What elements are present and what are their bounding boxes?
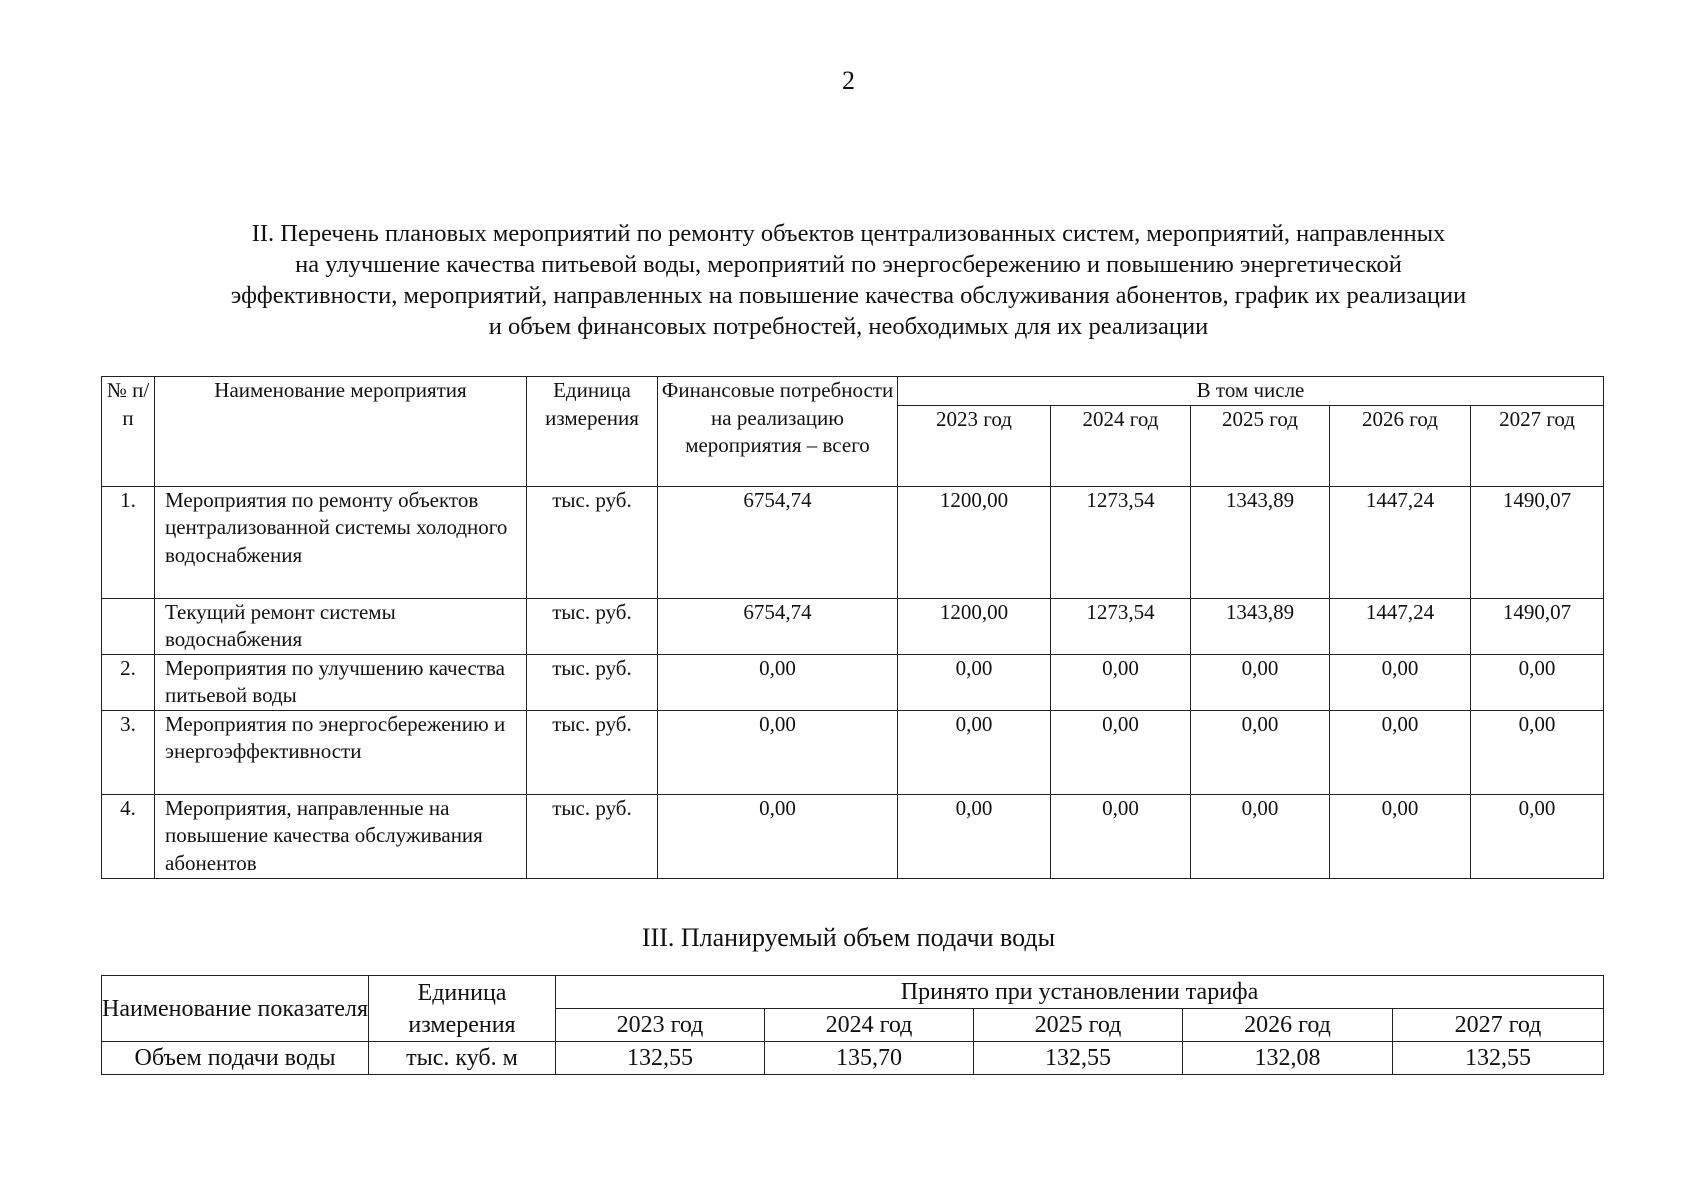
- finance-total: 0,00: [658, 654, 898, 710]
- year-value: 0,00: [1330, 710, 1471, 794]
- header-num: № п/п: [102, 377, 155, 487]
- year-value: 135,70: [765, 1042, 974, 1075]
- header-year: 2027 год: [1393, 1009, 1604, 1042]
- header-year: 2023 год: [556, 1009, 765, 1042]
- measure-name: Мероприятия по энергосбережению и энергоэффективности: [155, 710, 527, 794]
- measure-name: Текущий ремонт системы водоснабжения: [155, 598, 527, 654]
- unit: тыс. руб.: [527, 710, 658, 794]
- row-num: 4.: [102, 794, 155, 878]
- year-value: 0,00: [1471, 710, 1604, 794]
- measure-name: Мероприятия, направленные на повышение качества обслуживания абонентов: [155, 794, 527, 878]
- year-value: 1273,54: [1051, 486, 1191, 598]
- year-value: 0,00: [898, 654, 1051, 710]
- unit: тыс. руб.: [527, 598, 658, 654]
- header-year: 2026 год: [1183, 1009, 1393, 1042]
- year-value: 0,00: [1051, 654, 1191, 710]
- table-row: [102, 654, 1604, 710]
- section-2-title: [100, 218, 1597, 342]
- year-value: 0,00: [1051, 794, 1191, 878]
- year-value: 1447,24: [1330, 598, 1471, 654]
- header-year: 2026 год: [1330, 405, 1471, 486]
- year-value: 132,55: [1393, 1042, 1604, 1075]
- table-row: [102, 598, 1604, 654]
- year-value: 0,00: [1051, 710, 1191, 794]
- measures-plan-table: [101, 376, 1604, 879]
- table-row: [102, 486, 1604, 598]
- year-value: 0,00: [1191, 710, 1330, 794]
- year-value: 0,00: [1330, 794, 1471, 878]
- header-unit: Единица измерения: [369, 976, 556, 1042]
- measure-name: Мероприятия по ремонту объектов централизованной системы холодного водоснабжения: [155, 486, 527, 598]
- year-value: 0,00: [1330, 654, 1471, 710]
- unit: тыс. руб.: [527, 654, 658, 710]
- section-3-title-text: III. Планируемый объем подачи воды: [641, 923, 1056, 952]
- header-year: 2023 год: [898, 405, 1051, 486]
- year-value: 1200,00: [898, 486, 1051, 598]
- year-value: 1447,24: [1330, 486, 1471, 598]
- section-2-title-line: эффективности, мероприятий, направленных на повышение качества обслуживания абонентов, график их реализации: [230, 282, 1467, 309]
- finance-total: 0,00: [658, 710, 898, 794]
- section-2-title-line: на улучшение качества питьевой воды, мероприятий по энергосбережению и повышению энергетической: [295, 251, 1402, 278]
- section-3-title: [100, 922, 1597, 954]
- header-including: В том числе: [898, 377, 1604, 406]
- year-value: 1490,07: [1471, 598, 1604, 654]
- finance-total: 6754,74: [658, 486, 898, 598]
- year-value: 0,00: [1471, 794, 1604, 878]
- year-value: 1273,54: [1051, 598, 1191, 654]
- header-indicator: Наименование показателя: [102, 976, 369, 1042]
- header-year: 2027 год: [1471, 405, 1604, 486]
- header-year: 2024 год: [765, 1009, 974, 1042]
- header-finance-total: Финансовые потребности на реализацию мероприятия – всего: [658, 377, 898, 487]
- section-2-title-line: II. Перечень плановых мероприятий по ремонту объектов централизованных систем, мероприятий, направленных: [251, 220, 1446, 247]
- measure-name: Мероприятия по улучшению качества питьевой воды: [155, 654, 527, 710]
- row-num: 2.: [102, 654, 155, 710]
- year-value: 0,00: [898, 794, 1051, 878]
- header-accepted: Принято при установлении тарифа: [556, 976, 1604, 1009]
- row-num: 3.: [102, 710, 155, 794]
- header-year: 2025 год: [1191, 405, 1330, 486]
- year-value: 0,00: [898, 710, 1051, 794]
- table-row: [102, 710, 1604, 794]
- header-year: 2025 год: [974, 1009, 1183, 1042]
- table-row: [102, 1042, 1604, 1075]
- indicator-name: Объем подачи воды: [102, 1042, 369, 1075]
- header-measure-name: Наименование мероприятия: [155, 377, 527, 487]
- unit: тыс. куб. м: [369, 1042, 556, 1075]
- section-2-title-line: и объем финансовых потребностей, необходимых для их реализации: [488, 313, 1209, 340]
- year-value: 0,00: [1191, 654, 1330, 710]
- finance-total: 0,00: [658, 794, 898, 878]
- year-value: 132,55: [974, 1042, 1183, 1075]
- page-number: 2: [842, 66, 855, 95]
- year-value: 1343,89: [1191, 486, 1330, 598]
- year-value: 1490,07: [1471, 486, 1604, 598]
- header-unit: Единица измерения: [527, 377, 658, 487]
- year-value: 132,08: [1183, 1042, 1393, 1075]
- unit: тыс. руб.: [527, 486, 658, 598]
- table-row: [102, 794, 1604, 878]
- water-supply-table: [101, 975, 1604, 1075]
- year-value: 0,00: [1191, 794, 1330, 878]
- header-year: 2024 год: [1051, 405, 1191, 486]
- unit: тыс. руб.: [527, 794, 658, 878]
- year-value: 1343,89: [1191, 598, 1330, 654]
- finance-total: 6754,74: [658, 598, 898, 654]
- year-value: 1200,00: [898, 598, 1051, 654]
- row-num: [102, 598, 155, 654]
- year-value: 132,55: [556, 1042, 765, 1075]
- row-num: 1.: [102, 486, 155, 598]
- year-value: 0,00: [1471, 654, 1604, 710]
